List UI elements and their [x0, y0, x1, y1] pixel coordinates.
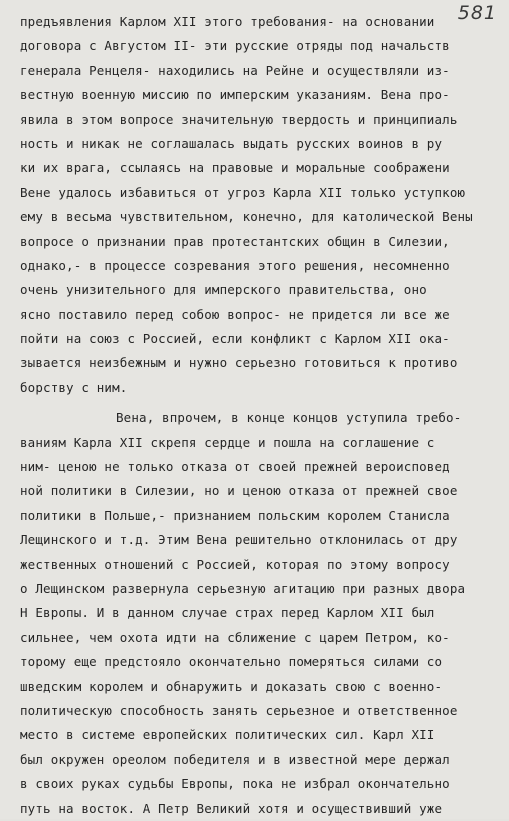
text-line: Лещинского и т.д. Этим Вена решительно отклонилась от дру	[20, 532, 458, 548]
text-line: шведским королем и обнаружить и доказать свою с военно-	[20, 678, 443, 694]
text-line: в своих руках судьбы Европы, пока не избрал окончательно	[20, 776, 450, 792]
text-line: ему в весьма чувствительном, конечно, для католической Вены	[20, 209, 473, 225]
text-line: ясно поставило перед собою вопрос- не придется ли все же	[20, 306, 450, 322]
text-line: вопросе о признании прав протестантских общин в Силезии,	[20, 233, 450, 249]
text-line: договора с Августом II- эти русские отряды под начальств	[20, 38, 450, 54]
text-line: ность и никак не соглашалась выдать русских воинов в ру	[20, 135, 443, 151]
text-line: политическую способность занять серьезное и ответственное	[20, 702, 458, 718]
text-line: ной политики в Силезии, но и ценою отказа от прежней свое	[20, 483, 458, 499]
paragraph-start-line: Вена, впрочем, в конце концов уступила требо-	[116, 410, 462, 426]
text-line: был окружен ореолом победителя и в известной мере держал	[20, 751, 450, 767]
text-line: торому еще предстояло окончательно померяться силами со	[20, 654, 443, 670]
text-line: ним- ценою не только отказа от своей прежней вероисповед	[20, 459, 450, 475]
text-body	[20, 10, 500, 821]
text-line: Н Европы. И в данном случае страх перед Карлом XII был	[20, 605, 435, 621]
text-line: сильнее, чем охота идти на сближение с царем Петром, ко-	[20, 629, 450, 645]
text-line: однако,- в процессе созревания этого решения, несомненно	[20, 257, 450, 273]
text-line: явила в этом вопросе значительную твердость и принципиаль	[20, 111, 458, 127]
text-line: пойти на союз с Россией, если конфликт с Карлом XII ока-	[20, 331, 450, 347]
text-line: предъявления Карлом XII этого требования- на основании	[20, 14, 435, 29]
page-number: 581	[457, 2, 497, 24]
text-line: ки их врага, ссылаясь на правовые и моральные соображени	[20, 160, 450, 176]
text-line: борству с ним.	[20, 379, 128, 395]
text-line: очень унизительного для имперского правительства, оно	[20, 282, 427, 298]
text-line: о Лещинском развернула серьезную агитацию при разных двора	[20, 580, 466, 596]
text-line: ваниям Карла XII скрепя сердце и пошла на соглашение с	[20, 434, 435, 450]
text-line: генерала Ренцеля- находились на Рейне и осуществляли из-	[20, 62, 450, 78]
text-line: путь на восток. А Петр Великий хотя и осуществивший уже	[20, 800, 443, 816]
text-line: зывается неизбежным и нужно серьезно готовиться к противо	[20, 355, 458, 371]
text-line: место в системе европейских политических сил. Карл XII	[20, 727, 435, 743]
text-line: вестную военную миссию по имперским указаниям. Вена про-	[20, 87, 450, 103]
text-line: Вене удалось избавиться от угроз Карла XII только уступкою	[20, 184, 466, 200]
text-line: политики в Польше,- признанием польским королем Станисла	[20, 507, 450, 523]
text-line: жественных отношений с Россией, которая по этому вопросу	[20, 556, 450, 572]
